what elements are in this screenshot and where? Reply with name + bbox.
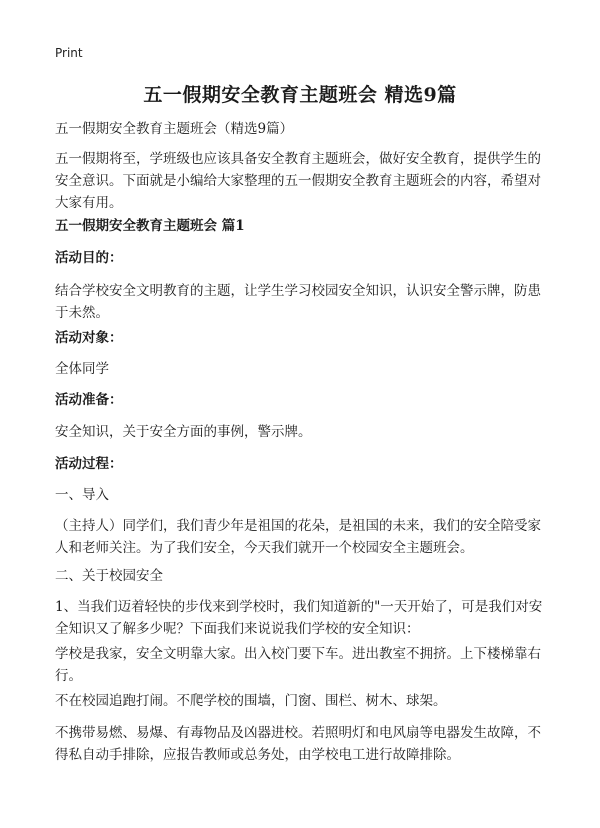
step2-paragraph-3: 不在校园追跑打闹。不爬学校的围墙，门窗、围栏、树木、球架。 bbox=[55, 693, 447, 709]
heading-prep: 活动准备： bbox=[55, 392, 123, 408]
step1-paragraph: （主持人）同学们，我们青少年是祖国的花朵，是祖国的未来，我们的安全陪受家人和老师关注。为了我们安全，今天我们就开一个校园安全主题班会。 bbox=[55, 518, 541, 556]
document-subtitle: 五一假期安全教育主题班会（精选9篇） bbox=[55, 121, 294, 137]
step2-heading: 二、关于校园安全 bbox=[55, 568, 163, 584]
step1-heading: 一、导入 bbox=[55, 487, 109, 503]
intro-paragraph: 五一假期将至，学班级也应该具备安全教育主题班会，做好安全教育，提供学生的安全意识。下面就是小编给大家整理的五一假期安全教育主题班会的内容，希望对大家有用。 bbox=[55, 151, 541, 211]
section-title: 五一假期安全教育主题班会 篇1 bbox=[55, 218, 245, 234]
document-title: 五一假期安全教育主题班会 精选9篇 bbox=[143, 84, 457, 106]
heading-process: 活动过程： bbox=[55, 456, 123, 472]
heading-goal: 活动目的： bbox=[55, 250, 123, 266]
prep-paragraph: 安全知识，关于安全方面的事例，警示牌。 bbox=[55, 424, 312, 440]
target-paragraph: 全体同学 bbox=[55, 361, 109, 377]
print-link[interactable]: Print bbox=[55, 46, 83, 60]
step2-paragraph-1: 1、当我们迈着轻快的步伐来到学校时，我们知道新的"一天开始了，可是我们对安全知识又了解多少呢？下面我们来说说我们学校的安全知识： bbox=[55, 599, 543, 637]
step2-paragraph-2: 学校是我家，安全文明靠大家。出入校门要下车。进出教室不拥挤。上下楼梯靠右行。 bbox=[55, 646, 541, 684]
step2-paragraph-4: 不携带易燃、易爆、有毒物品及凶器进校。若照明灯和电风扇等电器发生故障，不得私自动手排除，应报告教师或总务处，由学校电工进行故障排除。 bbox=[55, 725, 541, 763]
heading-target: 活动对象： bbox=[55, 330, 123, 346]
goal-paragraph: 结合学校安全文明教育的主题，让学生学习校园安全知识，认识安全警示牌，防患于未然。 bbox=[55, 283, 541, 321]
